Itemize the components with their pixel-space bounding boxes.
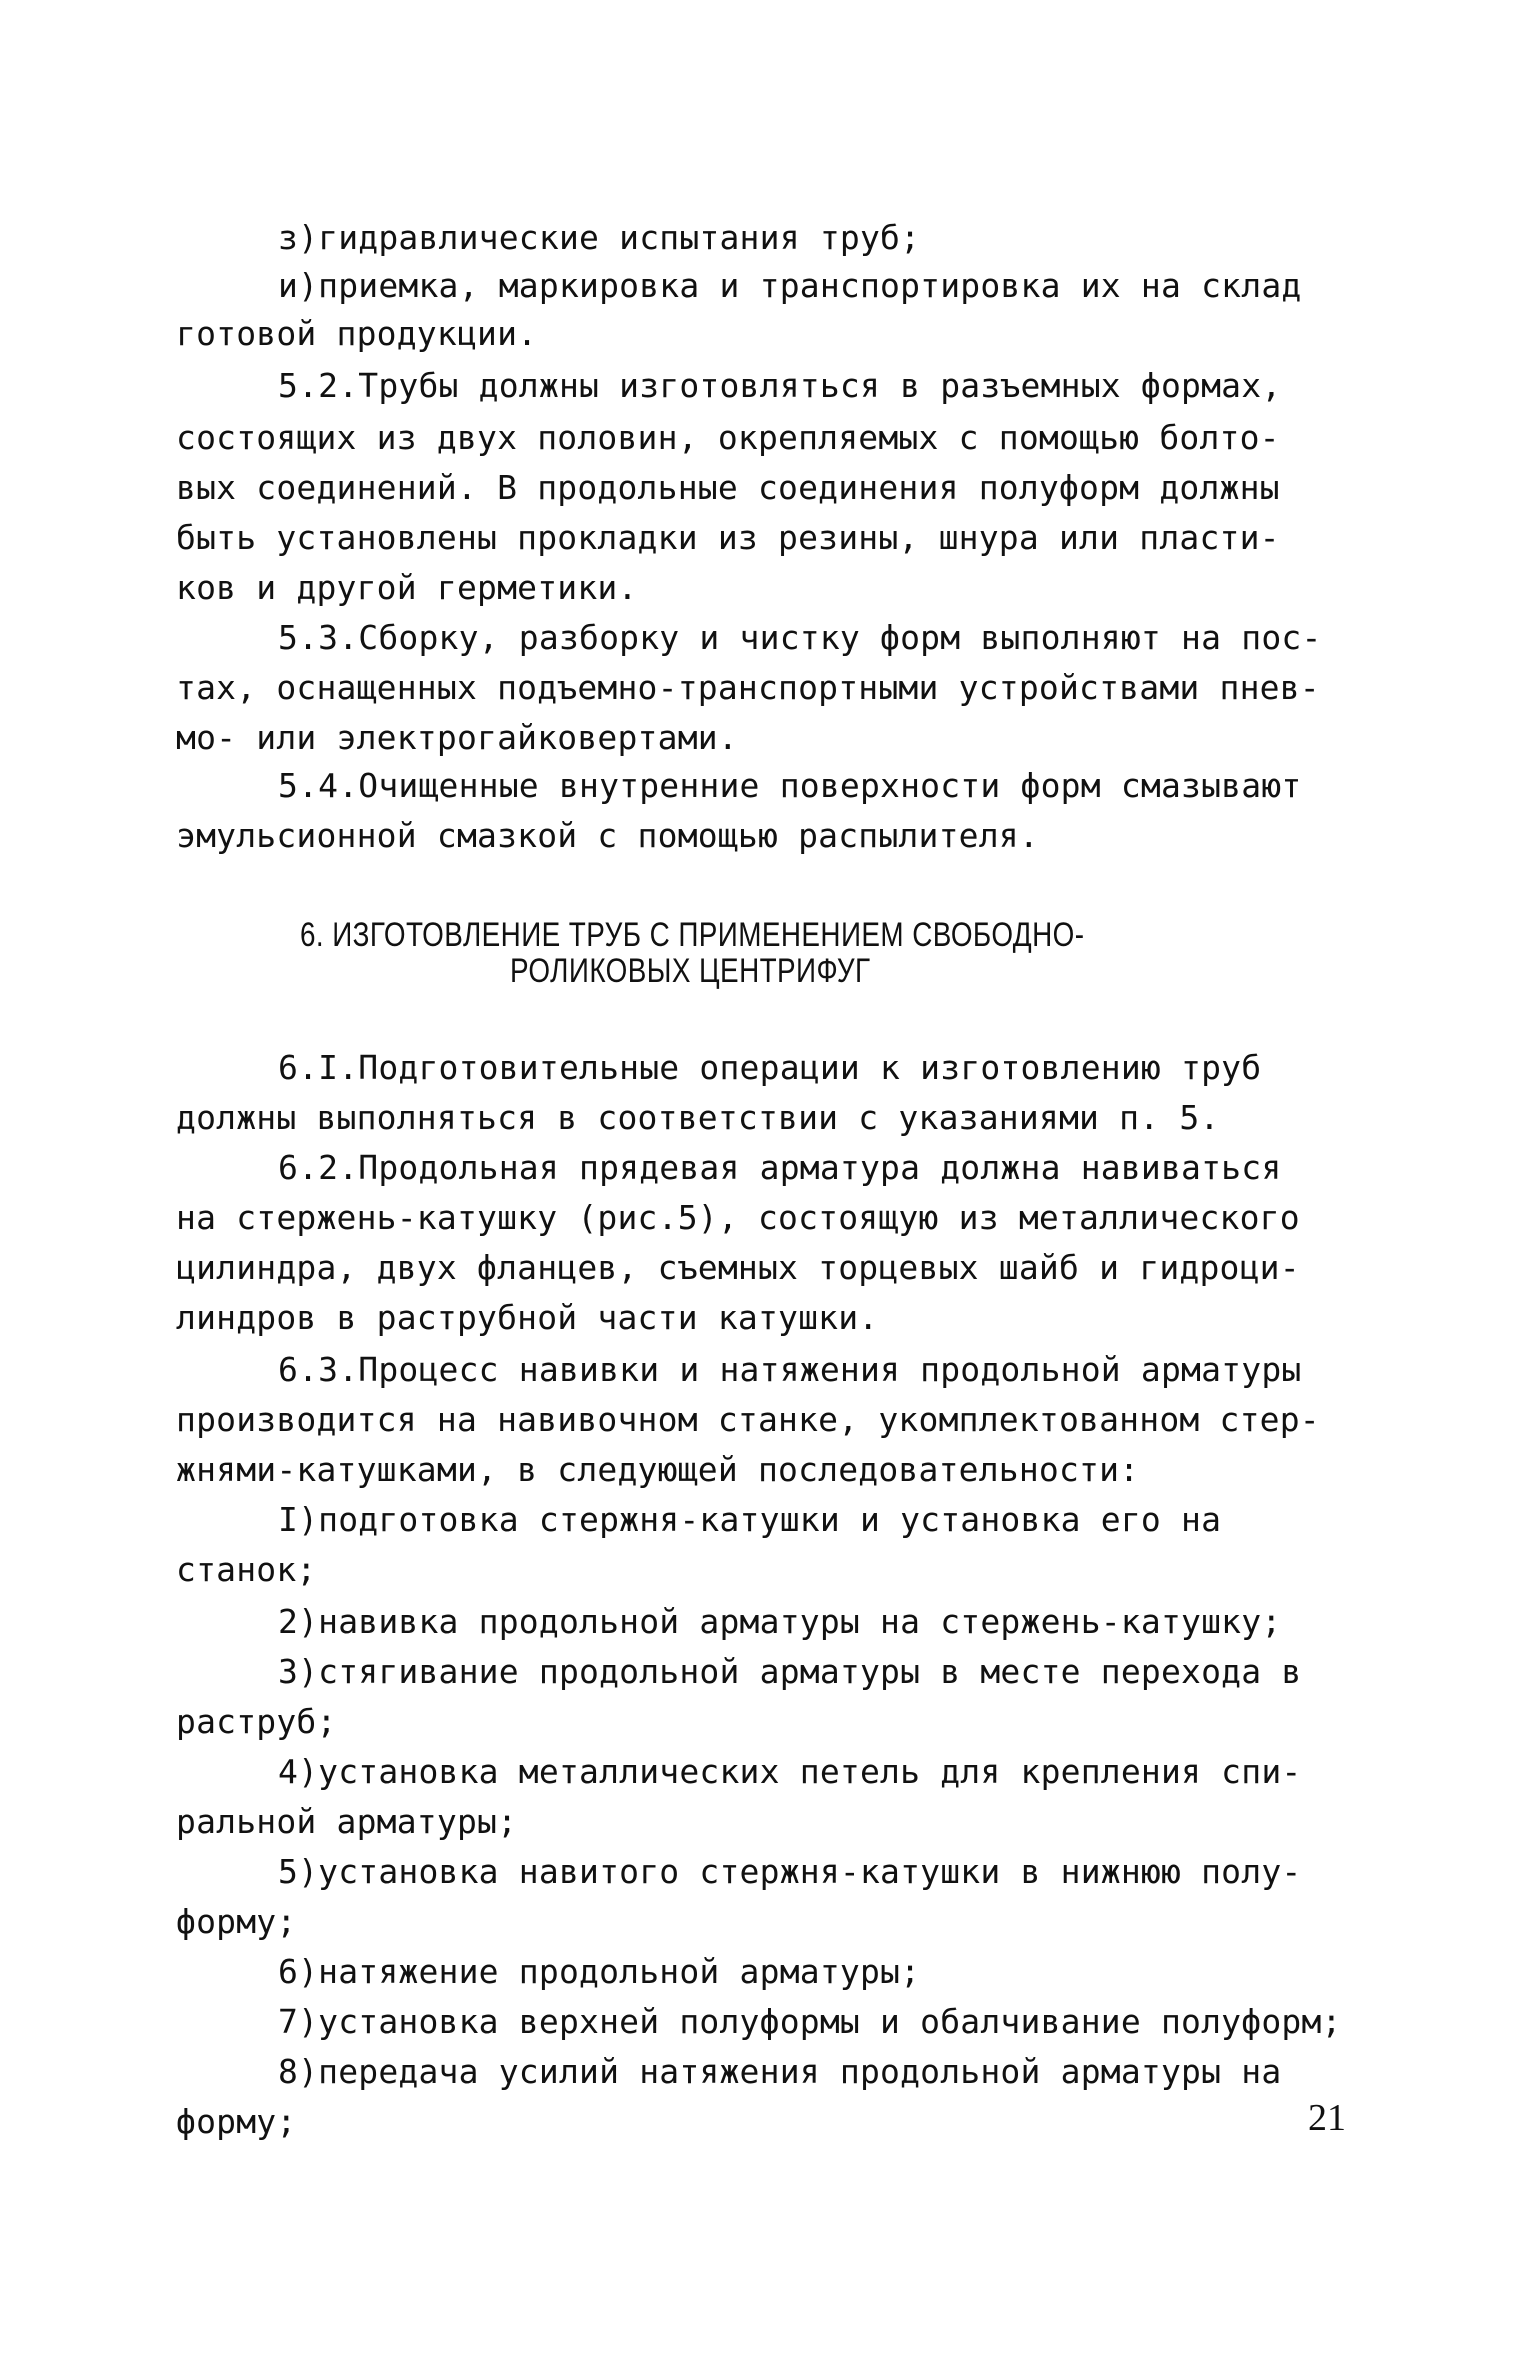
text-line: 4)установка металлических петель для крепления спи- bbox=[278, 1752, 1302, 1791]
text-line: жнями-катушками, в следующей последовательности: bbox=[176, 1450, 1140, 1489]
text-line: 6.2.Продольная прядевая арматура должна навиваться bbox=[278, 1148, 1282, 1187]
text-line: состоящих из двух половин, окрепляемых с помощью болто- bbox=[176, 418, 1280, 457]
text-line: эмульсионной смазкой с помощью распылителя. bbox=[176, 816, 1039, 855]
text-line: I)подготовка стержня-катушки и установка его на bbox=[278, 1500, 1222, 1539]
text-line: должны выполняться в соответствии с указаниями п. 5. bbox=[176, 1098, 1220, 1137]
text-line: 5.3.Сборку, разборку и чистку форм выполняют на пос- bbox=[278, 618, 1322, 657]
text-line: 7)установка верхней полуформы и обалчивание полуформ; bbox=[278, 2002, 1342, 2041]
text-line: готовой продукции. bbox=[176, 314, 538, 353]
section-heading: 6. ИЗГОТОВЛЕНИЕ ТРУБ С ПРИМЕНЕНИЕМ СВОБОДНО- bbox=[300, 916, 1085, 954]
page-number: 21 bbox=[1308, 2097, 1346, 2139]
text-line: раструб; bbox=[176, 1702, 337, 1741]
text-line: 6.3.Процесс навивки и натяжения продольной арматуры bbox=[278, 1350, 1302, 1389]
text-line: форму; bbox=[176, 2102, 297, 2141]
text-line: 6.I.Подготовительные операции к изготовлению труб bbox=[278, 1048, 1262, 1087]
text-line: форму; bbox=[176, 1902, 297, 1941]
text-line: 3)стягивание продольной арматуры в месте перехода в bbox=[278, 1652, 1302, 1691]
text-line: и)приемка, маркировка и транспортировка их на склад bbox=[278, 266, 1302, 305]
text-line: 6)натяжение продольной арматуры; bbox=[278, 1952, 921, 1991]
text-line: быть установлены прокладки из резины, шнура или пласти- bbox=[176, 518, 1280, 557]
text-line: мо- или электрогайковертами. bbox=[176, 718, 738, 757]
text-line: 5.2.Трубы должны изготовляться в разъемных формах, bbox=[278, 366, 1282, 405]
text-line: з)гидравлические испытания труб; bbox=[278, 218, 921, 257]
text-line: тах, оснащенных подъемно-транспортными устройствами пнев- bbox=[176, 668, 1320, 707]
text-line: 5)установка навитого стержня-катушки в нижнюю полу- bbox=[278, 1852, 1302, 1891]
text-line: цилиндра, двух фланцев, съемных торцевых шайб и гидроци- bbox=[176, 1248, 1300, 1287]
text-line: вых соединений. В продольные соединения полуформ должны bbox=[176, 468, 1280, 507]
text-line: линдров в раструбной части катушки. bbox=[176, 1298, 879, 1337]
text-line: ральной арматуры; bbox=[176, 1802, 518, 1841]
text-line: 8)передача усилий натяжения продольной арматуры на bbox=[278, 2052, 1282, 2091]
text-line: 2)навивка продольной арматуры на стержень-катушку; bbox=[278, 1602, 1282, 1641]
text-line: станок; bbox=[176, 1550, 317, 1589]
text-line: на стержень-катушку (рис.5), состоящую из металлического bbox=[176, 1198, 1300, 1237]
section-heading: РОЛИКОВЫХ ЦЕНТРИФУГ bbox=[510, 952, 871, 990]
text-line: ков и другой герметики. bbox=[176, 568, 638, 607]
text-line: 5.4.Очищенные внутренние поверхности форм смазывают bbox=[278, 766, 1302, 805]
text-line: производится на навивочном станке, укомплектованном стер- bbox=[176, 1400, 1320, 1439]
